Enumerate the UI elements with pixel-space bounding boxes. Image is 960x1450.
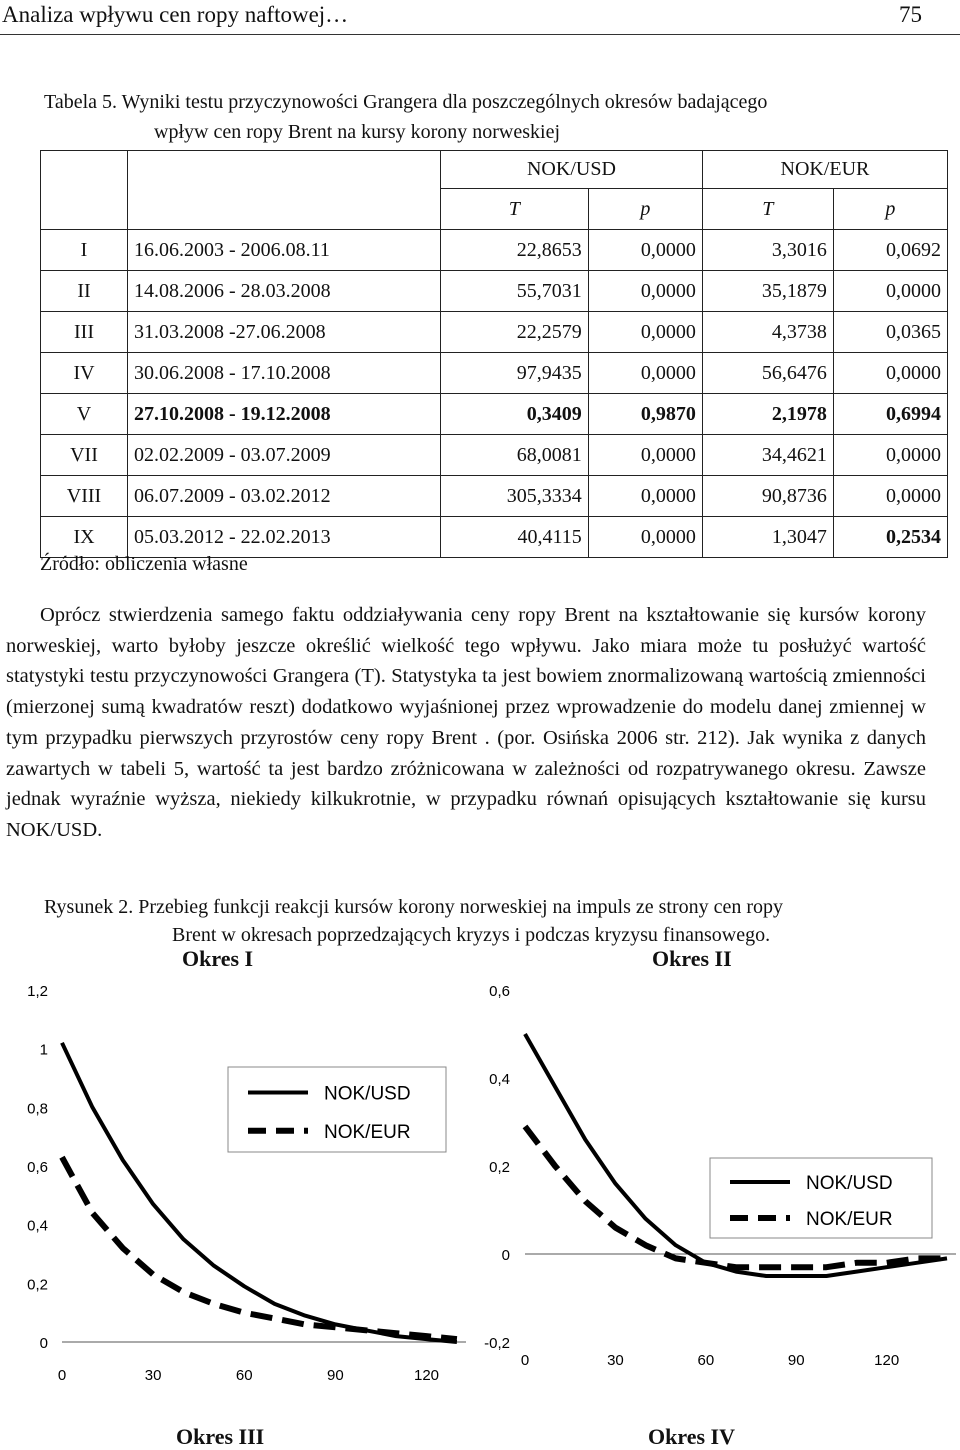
legend-label: NOK/EUR xyxy=(806,1209,893,1230)
x-tick-label: 0 xyxy=(520,1352,530,1369)
panel-title-okres-4: Okres IV xyxy=(648,1424,735,1449)
table-caption-line2: wpływ cen ropy Brent na kursy korony norweskiej xyxy=(154,121,561,143)
cell: 4,3738 xyxy=(702,312,833,353)
x-tick-label: 120 xyxy=(413,1367,440,1384)
panel-title-okres-1: Okres I xyxy=(182,946,254,971)
cell: 305,3334 xyxy=(441,476,589,517)
cell: 22,2579 xyxy=(441,312,589,353)
y-tick-label: 0,4 xyxy=(489,1071,510,1088)
row-id: II xyxy=(41,271,128,312)
y-tick-label: 1,2 xyxy=(27,983,48,1000)
cell: 0,0000 xyxy=(588,517,702,558)
cell: 0,3409 xyxy=(441,394,589,435)
row-period: 05.03.2012 - 22.02.2013 xyxy=(128,517,441,558)
cell: 0,0000 xyxy=(588,353,702,394)
panel-title-okres-2: Okres II xyxy=(652,946,732,971)
row-id: V xyxy=(41,394,128,435)
chart-okres-1 xyxy=(0,975,480,1395)
body-paragraph xyxy=(6,600,926,846)
figure-caption xyxy=(44,893,783,949)
row-id: III xyxy=(41,312,128,353)
granger-table xyxy=(40,150,948,558)
table-row xyxy=(41,476,948,517)
table-row xyxy=(41,353,948,394)
table-row xyxy=(41,435,948,476)
series-line-nok-usd xyxy=(525,1034,947,1276)
cell: 0,0000 xyxy=(833,476,947,517)
table-caption xyxy=(44,87,767,147)
header-empty-period xyxy=(128,151,441,230)
subheader-p-eur: p xyxy=(833,189,947,230)
figure-caption-line1: Rysunek 2. Przebieg funkcji reakcji kursów korony norweskiej na impuls ze strony cen ropy xyxy=(44,896,784,918)
x-tick-label: 0 xyxy=(57,1367,67,1384)
row-period: 27.10.2008 - 19.12.2008 xyxy=(128,394,441,435)
cell: 3,3016 xyxy=(702,230,833,271)
cell: 0,9870 xyxy=(588,394,702,435)
x-tick-label: 90 xyxy=(787,1352,805,1369)
cell: 0,0000 xyxy=(833,271,947,312)
x-tick-label: 60 xyxy=(235,1367,253,1384)
table-row xyxy=(41,517,948,558)
x-tick-label: 30 xyxy=(144,1367,162,1384)
x-tick-label: 60 xyxy=(697,1352,715,1369)
table-source: Źródło: obliczenia własne xyxy=(40,553,248,575)
header-empty-id xyxy=(41,151,128,230)
subheader-t-usd: T xyxy=(441,189,589,230)
cell: 0,0000 xyxy=(588,312,702,353)
header-nok-eur: NOK/EUR xyxy=(702,151,947,189)
row-id: IV xyxy=(41,353,128,394)
y-tick-label: 0,2 xyxy=(489,1159,510,1176)
figure-caption-line2: Brent w okresach poprzedzających kryzys i podczas kryzysu finansowego. xyxy=(172,924,771,946)
cell: 35,1879 xyxy=(702,271,833,312)
table-row xyxy=(41,230,948,271)
cell: 0,0000 xyxy=(588,476,702,517)
cell: 0,2534 xyxy=(833,517,947,558)
cell: 40,4115 xyxy=(441,517,589,558)
y-tick-label: 0,6 xyxy=(489,983,510,1000)
row-id: I xyxy=(41,230,128,271)
page-number: 75 xyxy=(899,2,922,27)
table-row xyxy=(41,271,948,312)
legend-label: NOK/EUR xyxy=(324,1121,411,1143)
series-line-nok-eur xyxy=(62,1157,457,1339)
row-id: VII xyxy=(41,435,128,476)
cell: 0,0000 xyxy=(833,353,947,394)
panel-title-okres-3: Okres III xyxy=(176,1424,265,1449)
cell: 0,0000 xyxy=(588,435,702,476)
table-caption-line1: Tabela 5. Wyniki testu przyczynowości Grangera dla poszczególnych okresów badającego xyxy=(44,91,768,113)
cell: 2,1978 xyxy=(702,394,833,435)
y-tick-label: 0,4 xyxy=(27,1217,48,1235)
cell: 0,6994 xyxy=(833,394,947,435)
chart-okres-2 xyxy=(470,975,960,1395)
cell: 0,0365 xyxy=(833,312,947,353)
y-tick-label: 0 xyxy=(501,1247,510,1264)
cell: 0,0000 xyxy=(588,271,702,312)
y-tick-label: 0,6 xyxy=(27,1159,48,1176)
cell: 56,6476 xyxy=(702,353,833,394)
subheader-t-eur: T xyxy=(702,189,833,230)
cell: 55,7031 xyxy=(441,271,589,312)
row-period: 16.06.2003 - 2006.08.11 xyxy=(128,230,441,271)
cell: 1,3047 xyxy=(702,517,833,558)
cell: 0,0000 xyxy=(833,435,947,476)
y-tick-label: 0,2 xyxy=(27,1276,48,1294)
x-tick-label: 30 xyxy=(607,1352,624,1369)
cell: 90,8736 xyxy=(702,476,833,517)
cell: 97,9435 xyxy=(441,353,589,394)
legend-label: NOK/USD xyxy=(324,1083,411,1105)
running-title: Analiza wpływu cen ropy naftowej… xyxy=(2,2,349,27)
header-nok-usd: NOK/USD xyxy=(441,151,703,189)
y-tick-label: 0 xyxy=(39,1335,48,1352)
y-tick-label: -0,2 xyxy=(484,1335,510,1352)
cell: 0,0692 xyxy=(833,230,947,271)
row-id: VIII xyxy=(41,476,128,517)
x-tick-label: 120 xyxy=(874,1352,900,1369)
cell: 34,4621 xyxy=(702,435,833,476)
row-period: 30.06.2008 - 17.10.2008 xyxy=(128,353,441,394)
table-row xyxy=(41,312,948,353)
subheader-p-usd: p xyxy=(588,189,702,230)
y-tick-label: 0,8 xyxy=(27,1100,48,1118)
table-row xyxy=(41,394,948,435)
table-header-row xyxy=(41,151,948,189)
row-id: IX xyxy=(41,517,128,558)
x-tick-label: 90 xyxy=(327,1367,344,1384)
row-period: 14.08.2006 - 28.03.2008 xyxy=(128,271,441,312)
y-tick-label: 1 xyxy=(39,1041,48,1059)
row-period: 02.02.2009 - 03.07.2009 xyxy=(128,435,441,476)
paragraph-text: Oprócz stwierdzenia samego faktu oddziaływania ceny ropy Brent na kształtowanie się kursów korony norweskiej, warto byłoby jeszcze określić wielkość tego wpływu. Jako miara może tu posłużyć wartość statystyki testu przyczynowości Grangera (T). Statystyka ta jest bowiem znormalizowaną wartością zmienności (mierzonej sumą kwadratów reszt) dodatkowo wyjaśnionej przez wprowadzenie do modelu danej zmiennej w tym przypadku pierwszych przyrostów ceny ropy Brent . (por. Osińska 2006 str. 212). Jak wynika z danych zawartych w tabeli 5, wartość ta jest bardzo zróżnicowana w zależności od rozpatrywanego okresu. Zawsze jednak wyraźnie wyższa, niekiedy kilkukrotnie, w przypadku równań opisujących kształtowanie się kursu NOK/USD. xyxy=(6,604,926,841)
page-header xyxy=(0,0,960,35)
cell: 0,0000 xyxy=(588,230,702,271)
cell: 68,0081 xyxy=(441,435,589,476)
row-period: 06.07.2009 - 03.02.2012 xyxy=(128,476,441,517)
cell: 22,8653 xyxy=(441,230,589,271)
row-period: 31.03.2008 -27.06.2008 xyxy=(128,312,441,353)
legend-label: NOK/USD xyxy=(806,1173,893,1194)
